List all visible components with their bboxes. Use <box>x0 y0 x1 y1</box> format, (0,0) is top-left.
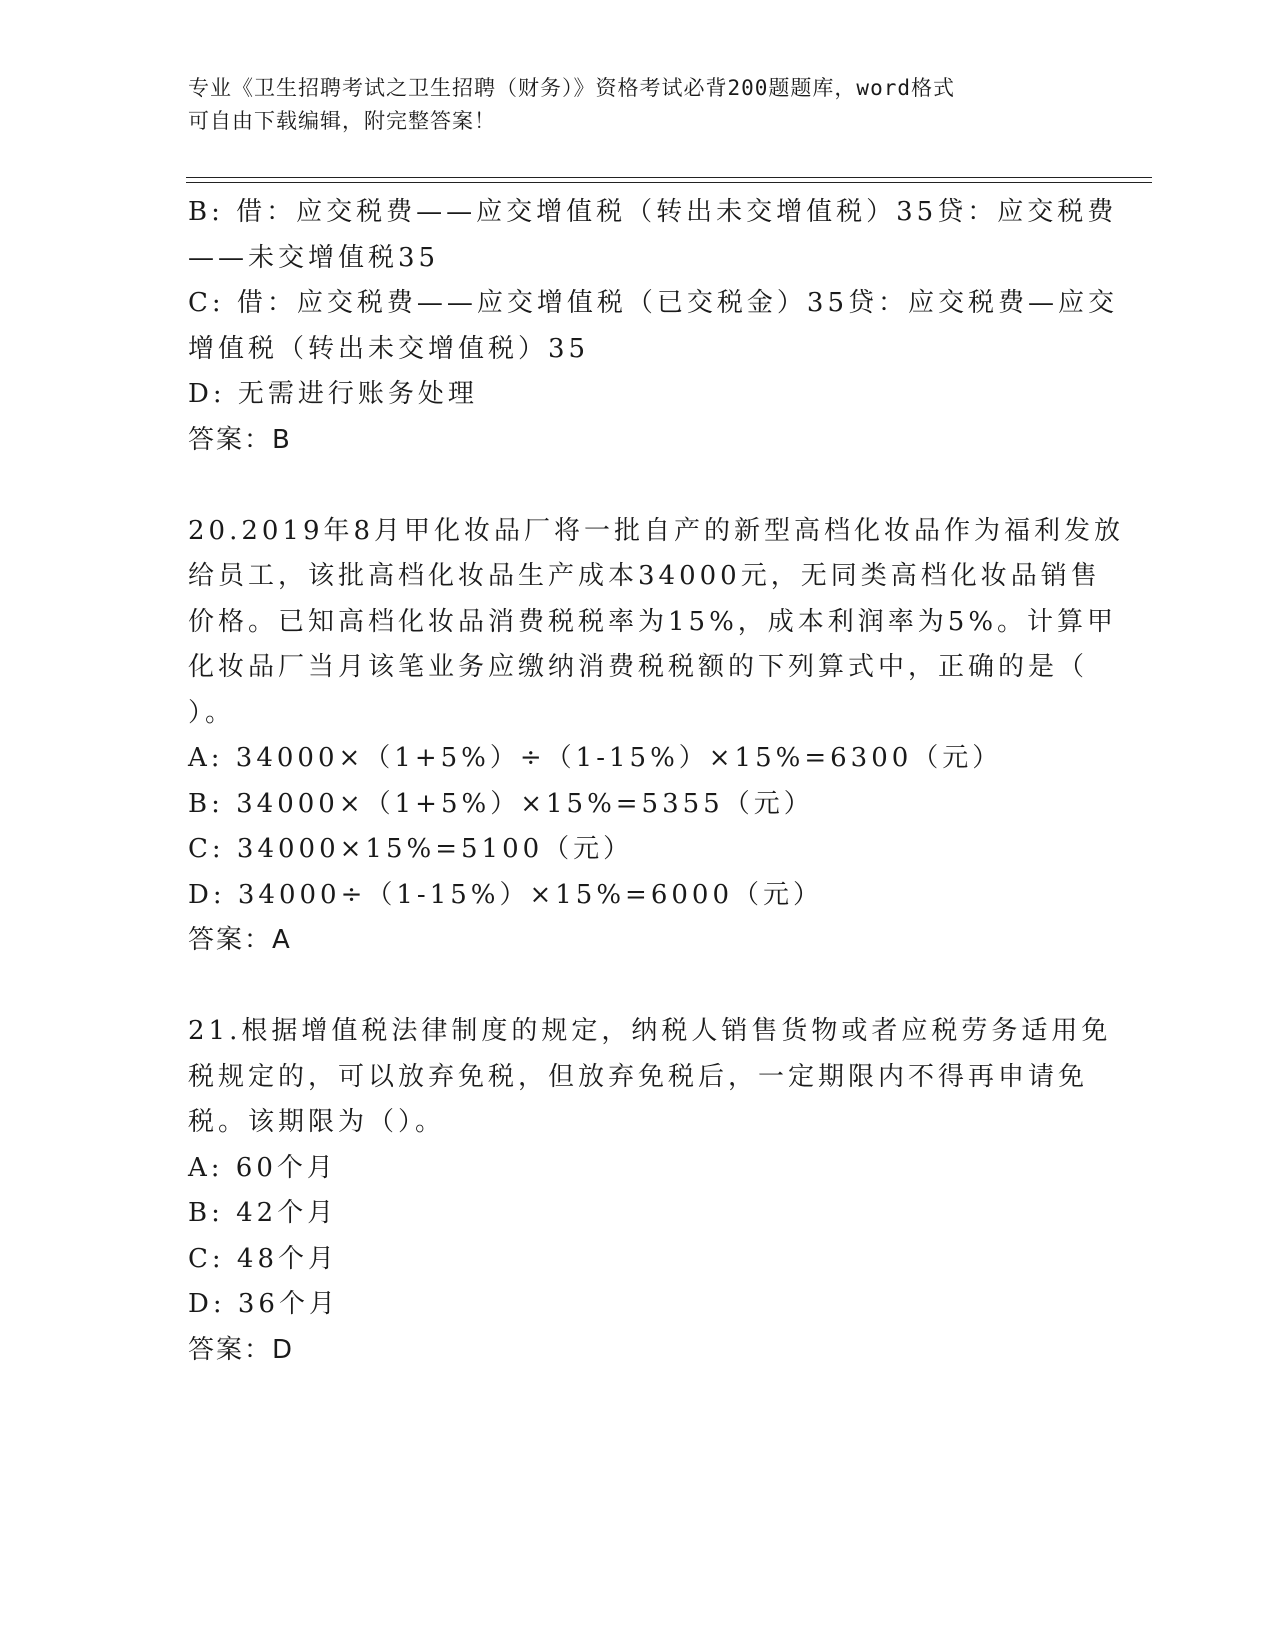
q19-option-c-line-1: C: 借：应交税费——应交增值税（已交税金）35贷：应交税费—应交 <box>188 288 1119 318</box>
q20-option-b: B: 34000×（1+5%）×15%=5355（元） <box>188 788 814 819</box>
q21-answer: 答案：D <box>188 1334 295 1365</box>
q20-stem-line-2: 给员工，该批高档化妆品生产成本34000元，无同类高档化妆品销售 <box>188 561 1101 591</box>
spacer <box>188 463 1088 509</box>
header-title-line-1: 专业《卫生招聘考试之卫生招聘（财务）》资格考试必背200题题库，word格式 <box>188 76 955 100</box>
q21-option-d: D: 36个月 <box>188 1289 339 1319</box>
header-divider-bottom <box>186 182 1152 183</box>
q20-stem-line-3: 价格。已知高档化妆品消费税税率为15%，成本利润率为5%。计算甲 <box>188 606 1118 637</box>
q20-stem-line-4: 化妆品厂当月该笔业务应缴纳消费税税额的下列算式中，正确的是（ <box>188 652 1089 682</box>
q20-option-c: C: 34000×15%=5100（元） <box>188 834 634 864</box>
q21-option-c: C: 48个月 <box>188 1243 339 1274</box>
question-content <box>188 190 1125 1373</box>
q20-stem-line-1: 20.2019年8月甲化妆品厂将一批自产的新型高档化妆品作为福利发放 <box>188 515 1125 546</box>
q19-answer: 答案：B <box>188 424 292 455</box>
spacer <box>188 964 1088 1010</box>
q19-option-d: D: 无需进行账务处理 <box>188 379 478 409</box>
q21-stem-line-2: 税规定的，可以放弃免税，但放弃免税后，一定期限内不得再申请免 <box>188 1061 1089 1092</box>
header-title-line-2: 可自由下载编辑，附完整答案！ <box>188 109 496 133</box>
q21-stem-line-3: 税。该期限为（）。 <box>188 1107 446 1137</box>
document-header <box>188 72 1088 138</box>
q20-stem-line-5: ）。 <box>188 697 236 728</box>
q19-option-b-line-2: ——未交增值税35 <box>188 242 440 273</box>
question-21 <box>188 1009 1112 1373</box>
question-20 <box>188 509 1125 964</box>
q20-option-d: D: 34000÷（1-15%）×15%=6000（元） <box>188 879 824 910</box>
q21-option-a: A: 60个月 <box>188 1152 337 1183</box>
q21-option-b: B: 42个月 <box>188 1198 338 1228</box>
q19-option-b-line-1: B: 借：应交税费——应交增值税（转出未交增值税）35贷：应交税费 <box>188 197 1118 227</box>
header-divider-top <box>186 177 1152 178</box>
question-19 <box>188 190 1119 463</box>
q20-option-a: A: 34000×（1+5%）÷（1-15%）×15%=6300（元） <box>188 743 1003 773</box>
q21-stem-line-1: 21.根据增值税法律制度的规定，纳税人销售货物或者应税劳务适用免 <box>188 1016 1112 1046</box>
q19-option-c-line-2: 增值税（转出未交增值税）35 <box>188 333 590 364</box>
q20-answer: 答案：A <box>188 925 292 955</box>
